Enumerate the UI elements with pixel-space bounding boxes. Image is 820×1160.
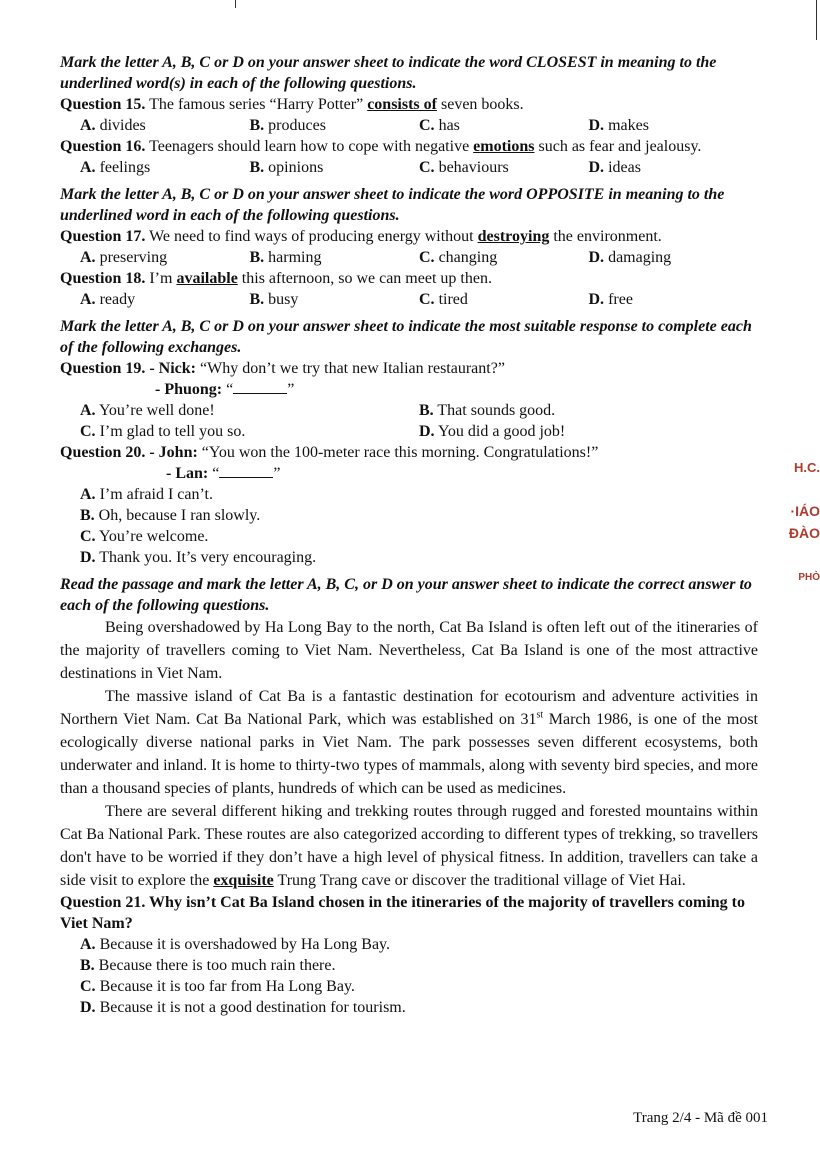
question-number: Question 20.: [60, 444, 146, 461]
question-20: [60, 442, 758, 463]
section-closest-instruction: Mark the letter A, B, C or D on your answer sheet to indicate the word CLOSEST in meaning to the underlined word(s) in each of the following questions.: [60, 54, 717, 92]
options-16: [60, 157, 758, 178]
speaker-name: - John:: [149, 444, 198, 461]
option-d[interactable]: D. Thank you. It’s very encouraging.: [80, 549, 317, 566]
stamp-fragment: ĐÀO: [788, 525, 820, 541]
option-c[interactable]: C. Because it is too far from Ha Long Bay.: [80, 978, 355, 995]
option-a[interactable]: A. You’re well done!: [80, 402, 215, 419]
question-text: The famous series “Harry Potter”: [149, 96, 364, 113]
question-number: Question 15.: [60, 96, 146, 113]
option-c[interactable]: C. I’m glad to tell you so.: [80, 423, 246, 440]
question-text: this afternoon, so we can meet up then.: [241, 270, 492, 287]
option-b[interactable]: B. harming: [249, 249, 322, 266]
option-d[interactable]: D. ideas: [588, 159, 641, 176]
option-d[interactable]: D. makes: [588, 117, 649, 134]
question-number: Question 16.: [60, 138, 146, 155]
speaker-name: - Phuong:: [155, 381, 223, 398]
dialogue-line: “You won the 100-meter race this morning. Congratulations!”: [201, 444, 599, 461]
question-21: Question 21. Why isn’t Cat Ba Island chosen in the itineraries of the majority of travellers coming to Viet Nam?: [60, 894, 745, 932]
section-response-instruction: Mark the letter A, B, C or D on your answer sheet to indicate the most suitable response to complete each of the following exchanges.: [60, 318, 752, 356]
close-quote: ”: [287, 381, 295, 398]
question-number: Question 18.: [60, 270, 146, 287]
option-b[interactable]: B. Oh, because I ran slowly.: [80, 507, 261, 524]
option-c[interactable]: C. changing: [419, 249, 498, 266]
option-d[interactable]: D. damaging: [588, 249, 672, 266]
question-19: [60, 358, 758, 379]
option-b[interactable]: B. produces: [249, 117, 326, 134]
option-a[interactable]: A. Because it is overshadowed by Ha Long Bay.: [80, 936, 391, 953]
question-text: such as fear and jealousy.: [538, 138, 702, 155]
option-d[interactable]: D. Because it is not a good destination for tourism.: [80, 999, 406, 1016]
underlined-word: destroying: [477, 228, 550, 245]
option-c[interactable]: C. You’re welcome.: [80, 528, 209, 545]
options-19b: [60, 421, 758, 442]
question-text: I’m: [149, 270, 173, 287]
option-a[interactable]: A. ready: [80, 291, 136, 308]
option-a[interactable]: A. I’m afraid I can’t.: [80, 486, 213, 503]
stamp-fragment: ·IÁO: [790, 503, 820, 519]
question-text: Teenagers should learn how to cope with negative: [149, 138, 470, 155]
exam-page: [60, 52, 758, 1018]
options-19: [60, 400, 758, 421]
stamp-fragment: H.C.: [794, 460, 820, 475]
dialogue-line: “Why don’t we try that new Italian restaurant?”: [200, 360, 505, 377]
options-17: [60, 247, 758, 268]
speaker-name: - Nick:: [149, 360, 196, 377]
section-opposite-instruction: Mark the letter A, B, C or D on your answer sheet to indicate the word OPPOSITE in meaning to the underlined word in each of the following questions.: [60, 186, 725, 224]
page-footer: Trang 2/4 - Mã đề 001: [633, 1110, 768, 1126]
underlined-word: available: [176, 270, 238, 287]
scan-mark-right: [816, 0, 817, 40]
option-c[interactable]: C. tired: [419, 291, 468, 308]
options-15: [60, 115, 758, 136]
question-text: We need to find ways of producing energy without: [149, 228, 474, 245]
open-quote: “: [212, 465, 220, 482]
question-17: [60, 226, 758, 247]
option-d[interactable]: D. free: [588, 291, 633, 308]
underlined-word: consists of: [367, 96, 437, 113]
question-15: [60, 94, 758, 115]
option-b[interactable]: B. That sounds good.: [419, 402, 556, 419]
question-text: seven books.: [440, 96, 524, 113]
question-number: Question 19.: [60, 360, 146, 377]
scan-mark-top: [235, 0, 236, 8]
question-number: Question 17.: [60, 228, 146, 245]
answer-blank: [219, 463, 273, 478]
option-c[interactable]: C. behaviours: [419, 159, 509, 176]
open-quote: “: [226, 381, 234, 398]
stamp-fragment: PHÒ: [798, 572, 820, 583]
option-b[interactable]: B. busy: [249, 291, 299, 308]
section-reading-instruction: Read the passage and mark the letter A, B, C, or D on your answer sheet to indicate the correct answer to each of the following questions.: [60, 576, 752, 614]
option-a[interactable]: A. preserving: [80, 249, 168, 266]
close-quote: ”: [273, 465, 281, 482]
underlined-word: emotions: [473, 138, 535, 155]
option-d[interactable]: D. You did a good job!: [419, 423, 566, 440]
dialogue-response-19: [60, 379, 758, 400]
question-16: [60, 136, 758, 157]
passage-paragraph-2: The massive island of Cat Ba is a fantastic destination for ecotourism and adventure activities in Northern Viet Nam. Cat Ba National Park, which was established on 31st March 1986, is one of the most ecologically diverse national parks in Viet Nam. The park possesses seven different ecosystems, both underwater and inland. It is home to thirty-two types of mammals, along with seventy bird species, and more than a thousand species of plants, hundreds of which can be used as medicines.: [60, 688, 758, 797]
answer-blank: [233, 379, 287, 394]
option-c[interactable]: C. has: [419, 117, 460, 134]
passage-paragraph-3: There are several different hiking and trekking routes through rugged and forested mountains within Cat Ba National Park. These routes are also categorized according to different types of trekking, so travellers don't have to be worried if they don’t have a high level of physical fitness. In addition, travellers can take a side visit to explore the exquisite Trung Trang cave or discover the traditional village of Viet Hai.: [60, 803, 758, 889]
question-text: the environment.: [553, 228, 662, 245]
passage-paragraph-1: Being overshadowed by Ha Long Bay to the north, Cat Ba Island is often left out of the itineraries of the majority of travellers coming to Viet Nam. Nevertheless, Cat Ba Island is one of the most attractive destinations in Viet Nam.: [60, 619, 758, 682]
option-b[interactable]: B. opinions: [249, 159, 324, 176]
options-18: [60, 289, 758, 310]
option-b[interactable]: B. Because there is too much rain there.: [80, 957, 336, 974]
option-a[interactable]: A. feelings: [80, 159, 151, 176]
underlined-word: exquisite: [213, 872, 274, 889]
speaker-name: - Lan:: [166, 465, 209, 482]
option-a[interactable]: A. divides: [80, 117, 146, 134]
question-18: [60, 268, 758, 289]
dialogue-response-20: [60, 463, 758, 484]
